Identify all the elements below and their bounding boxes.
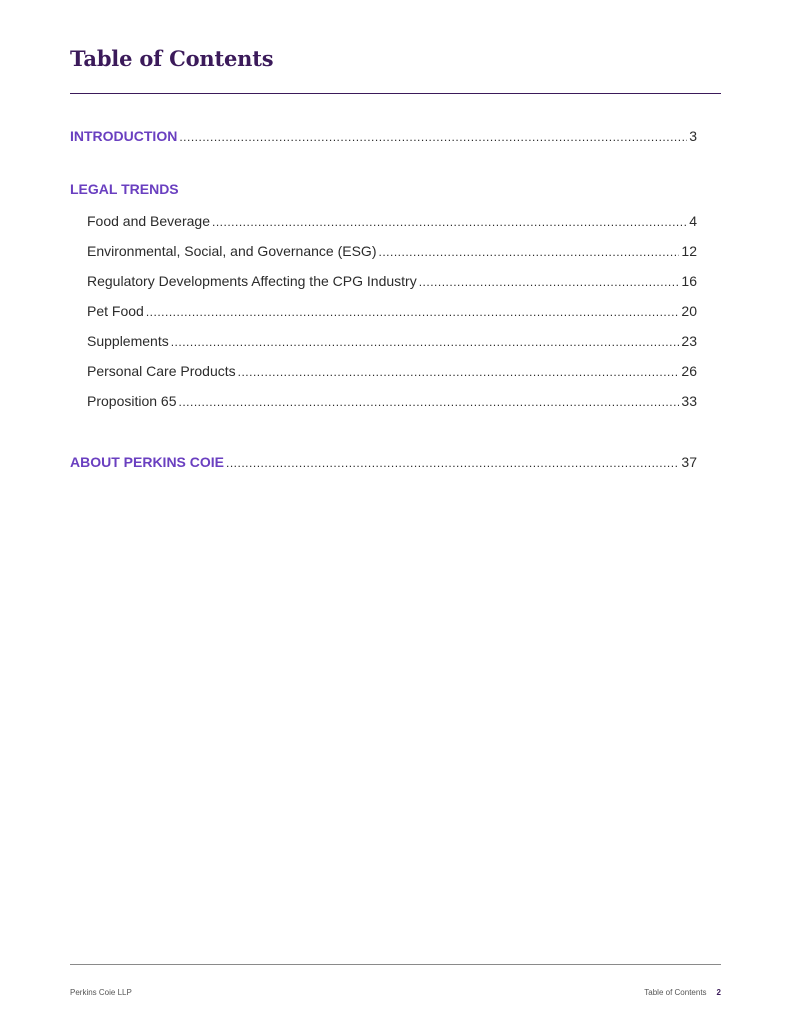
toc-entry-label: Environmental, Social, and Governance (ESG) — [87, 243, 377, 259]
toc-entry-introduction[interactable] — [70, 128, 697, 144]
toc-entry-label: INTRODUCTION — [70, 128, 178, 144]
toc-entry-pet-food[interactable] — [87, 303, 697, 319]
dot-leader — [226, 456, 679, 470]
toc-entry-label: Personal Care Products — [87, 363, 236, 379]
dot-leader — [238, 365, 680, 379]
toc-page-number: 4 — [689, 213, 697, 229]
toc-page-number: 23 — [681, 333, 697, 349]
dot-leader — [171, 335, 680, 349]
toc-entry-food-and-beverage[interactable] — [87, 213, 697, 229]
toc-page-number: 37 — [681, 454, 697, 470]
footer-section-title: Table of Contents — [644, 988, 707, 997]
toc-entry-esg[interactable] — [87, 243, 697, 259]
toc-entry-label: Pet Food — [87, 303, 144, 319]
dot-leader — [419, 275, 680, 289]
toc-page-number: 12 — [681, 243, 697, 259]
toc-page-number: 20 — [681, 303, 697, 319]
toc-entry-personal-care-products[interactable] — [87, 363, 697, 379]
footer-company: Perkins Coie LLP — [70, 988, 132, 997]
toc-entry-label: Food and Beverage — [87, 213, 210, 229]
toc-entry-label: Proposition 65 — [87, 393, 177, 409]
toc-entry-label: Regulatory Developments Affecting the CPG Industry — [87, 273, 417, 289]
toc-entry-about-perkins-coie[interactable] — [70, 454, 697, 470]
dot-leader — [378, 245, 679, 259]
title-divider — [70, 93, 721, 94]
footer-right — [644, 988, 721, 997]
section-heading-legal-trends: LEGAL TRENDS — [70, 181, 179, 197]
toc-entry-label: Supplements — [87, 333, 169, 349]
toc-entry-proposition-65[interactable] — [87, 393, 697, 409]
footer-divider — [70, 964, 721, 965]
dot-leader — [146, 305, 680, 319]
toc-entry-supplements[interactable] — [87, 333, 697, 349]
toc-page-number: 3 — [689, 128, 697, 144]
footer-page-number: 2 — [716, 988, 721, 997]
dot-leader — [212, 215, 687, 229]
toc-page-number: 16 — [681, 273, 697, 289]
toc-page-number: 33 — [681, 393, 697, 409]
dot-leader — [179, 130, 687, 144]
toc-entry-label: ABOUT PERKINS COIE — [70, 454, 225, 470]
dot-leader — [179, 395, 680, 409]
toc-page-number: 26 — [681, 363, 697, 379]
toc-entry-regulatory-developments[interactable] — [87, 273, 697, 289]
page-title: Table of Contents — [70, 46, 274, 71]
